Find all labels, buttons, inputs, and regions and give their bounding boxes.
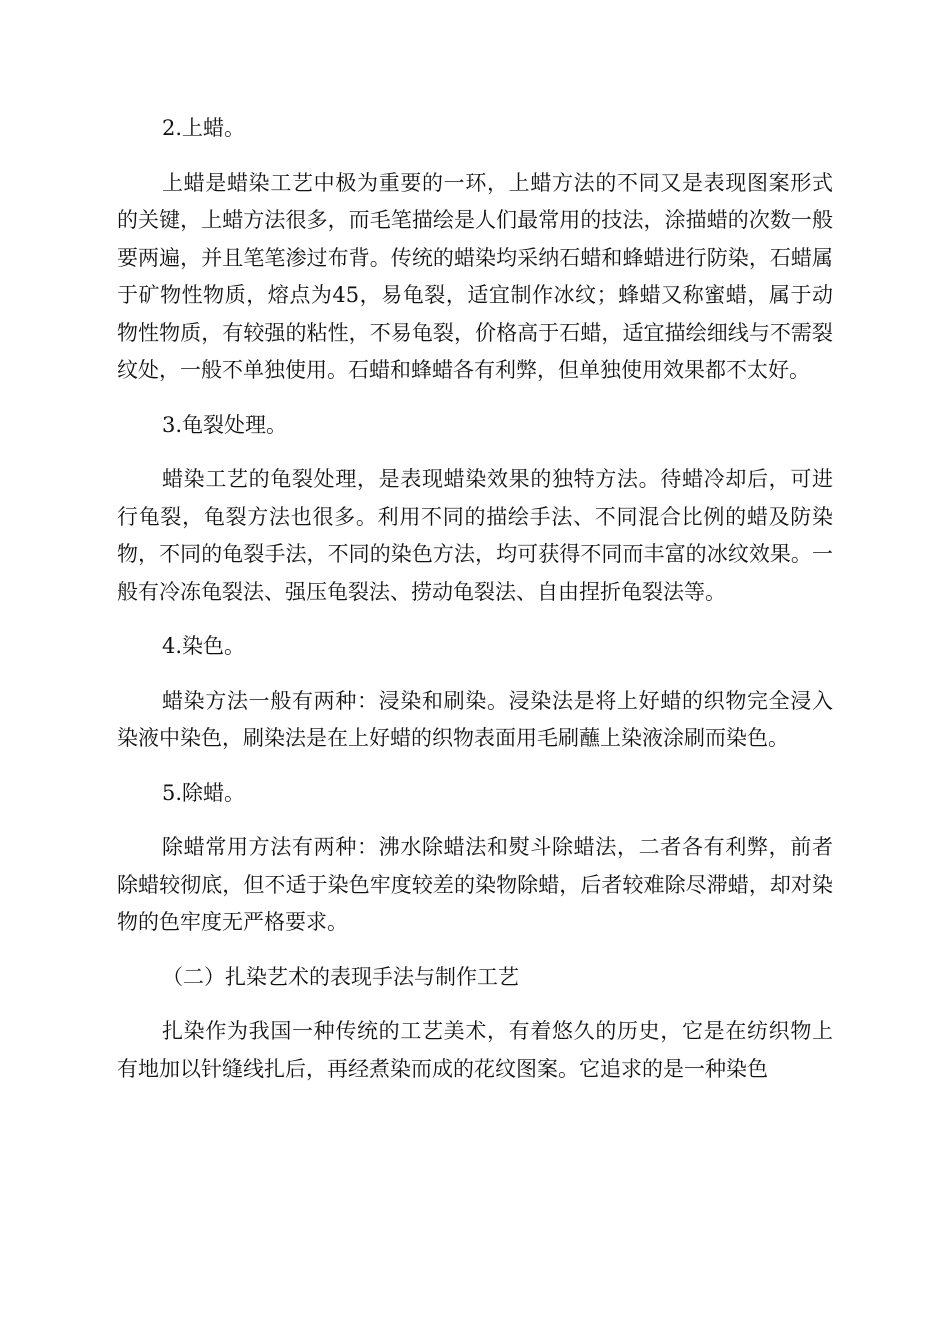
paragraph-tie-dye: 扎染作为我国一种传统的工艺美术，有着悠久的历史，它是在纺织物上有地加以针缝线扎后，再经煮染而成的花纹图案。它追求的是一种染色 (117, 1019, 833, 1081)
section-heading-crackle: 3.龟裂处理。 (162, 412, 288, 437)
paragraph-wax-application: 上蜡是蜡染工艺中极为重要的一环，上蜡方法的不同又是表现图案形式的关键，上蜡方法很多，而毛笔描绘是人们最常用的技法，涂描蜡的次数一般要两遍，并且笔笔渗过布背。传统的蜡染均采纳石蜡和蜂蜡进行防染，石蜡属于矿物性物质，熔点为45，易龟裂，适宜制作冰纹；蜂蜡又称蜜蜡，属于动物性物质，有较强的粘性，不易龟裂，价格高于石蜡，适宜描绘细线与不需裂纹处，一般不单独使用。石蜡和蜂蜡各有利弊，但单独使用效果都不太好。 (117, 170, 833, 382)
section-heading-dyeing: 4.染色。 (162, 634, 246, 658)
section-heading-wax-removal: 5.除蜡。 (162, 780, 246, 805)
section-heading-tie-dye: （二）扎染艺术的表现手法与制作工艺 (162, 964, 519, 989)
paragraph-dyeing: 蜡染方法一般有两种：浸染和刷染。浸染法是将上好蜡的织物完全浸入染液中染色，刷染法是在上好蜡的织物表面用毛刷蘸上染液涂刷而染色。 (117, 688, 833, 750)
paragraph-wax-removal: 除蜡常用方法有两种：沸水除蜡法和熨斗除蜡法，二者各有利弊，前者除蜡较彻底，但不适于染色牢度较差的染物除蜡，后者较难除尽滞蜡，却对染物的色牢度无严格要求。 (117, 835, 833, 934)
section-heading-wax-application: 2.上蜡。 (162, 116, 246, 140)
document-page (117, 110, 833, 1105)
paragraph-crackle: 蜡染工艺的龟裂处理，是表现蜡染效果的独特方法。待蜡冷却后，可进行龟裂，龟裂方法也很多。利用不同的描绘手法、不同混合比例的蜡及防染物，不同的龟裂手法，不同的染色方法，均可获得不同而丰富的冰纹效果。一般有冷冻龟裂法、强压龟裂法、捞动龟裂法、自由捏折龟裂法等。 (117, 467, 833, 604)
